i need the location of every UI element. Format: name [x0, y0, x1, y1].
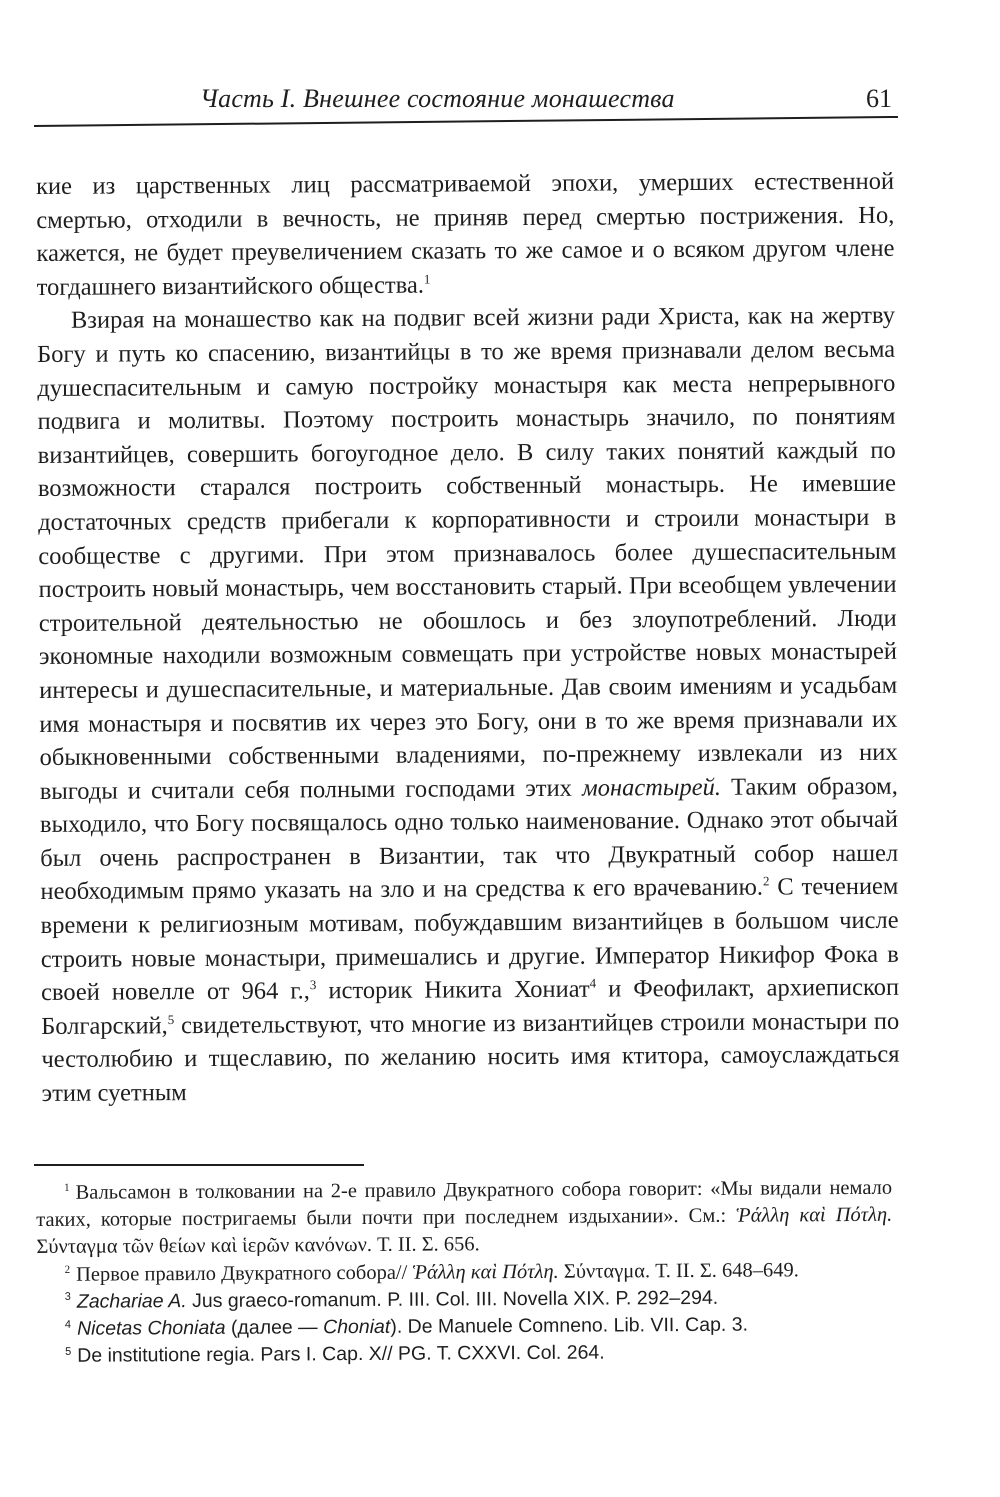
body-text [36, 165, 900, 1111]
paragraph-1: кие из царственных лиц рассматриваемой эпохи, умерших естественной смертью, отходили в вечность, не приняв перед смертью пострижения. Но, кажется, не будет преувеличением сказать то же самое и о всяком другом члене тогдашнего византийского общества.$^1$ [36, 167, 895, 301]
footnote-5: $^5$ De institutione regia. Pars I. Cap. X// PG. T. CXXVI. Col. 264. [65, 1341, 605, 1367]
header-rule [34, 116, 898, 127]
footnote-ref-4: 4 [589, 975, 597, 991]
footnote-4: $^4$ Nicetas Choniata (далее — Choniat). De Manuele Comneno. Lib. VII. Cap. 3. [64, 1313, 749, 1340]
running-header-title: Часть I. Внешнее состояние монашества [200, 84, 675, 113]
page-number: 61 [866, 84, 892, 113]
footnote-ref-5: 5 [167, 1011, 175, 1027]
footnote-2: $^2$ Первое правило Двукратного собора// Ῥάλλη καὶ Πότλη. Σύνταγμα. Т. II. Σ. 648–649. [64, 1258, 799, 1286]
footnote-3: $^3$ Zachariae A. Jus graeco-romanum. P. III. Col. III. Novella XIX. P. 292–294. [64, 1286, 719, 1313]
footnote-ref-2: 2 [762, 873, 770, 889]
italic-word: монастырей. [581, 773, 722, 802]
paragraph-2: Взирая на монашество как на подвиг всей жизни ради Христа, как на жертву Богу и путь ко спасению, византийцы в то же время признавали делом весьма душеспасительным и самую постройку монастыря как места непрерывного подвига и молитвы. Поэтому построить монастырь значило, по понятиям византийцев, совершить богоугодное дело. В силу таких понятий каждый по возможности старался построить собственный монастырь. Не имевшие достаточных средств прибегали к корпоративности и строили монастыри в сообществе с другими. При этом признавалось более душеспасительным построить новый монастырь, чем восстановить старый. При всеобщем увлечении строительной деятельностью не обошлось и без злоупотреблений. Люди экономные находили возможным совмещать при устройстве новых монастырей интересы и душеспасительные, и материальные. Дав своим имениям и усадьбам имя монастыря и посвятив их через это Богу, они в то же время признавали их обыкновенными собственными владениями, по-прежнему извлекали из них выгоды и считали себя полными господами этих монастырей. Таким образом, выходило, что Богу посвящалось одно только наименование. Однако этот обычай был очень распространен в Византии, так что Двукратный собор нашел необходимым прямо указать на зло и на средства к его врачеванию.$^2$ С течением времени к религиозным мотивам, побуждавшим византийцев в большом числе строить новые монастыри, примешались и другие. Император Никифор Фока в своей новелле от 964 г.,$^3$ историк Никита Хониат$^4$ и Феофилакт, архиепископ Болгарский,$^5$ свидетельствуют, что многие из византийцев строили монастыри по честолюбию и тщеславию, по желанию носить имя ктитора, самоуслаждаться этим суетным [37, 302, 900, 1108]
footnotes [36, 1175, 893, 1371]
footnote-1: $^1$ Вальсамон в толковании на 2-е правило Двукратного собора говорит: «Мы видали немало таких, которые постригаемы были почти при последнем издыхании». См.: Ῥάλλη καὶ Πότλη. Σύνταγμα τῶν θείων καὶ ἱερῶν κανόνων. Т. II. Σ. 656. [36, 1176, 893, 1259]
footnote-ref-3: 3 [309, 977, 317, 993]
footnote-rule [34, 1164, 364, 1166]
footnote-ref-1: 1 [423, 271, 431, 287]
